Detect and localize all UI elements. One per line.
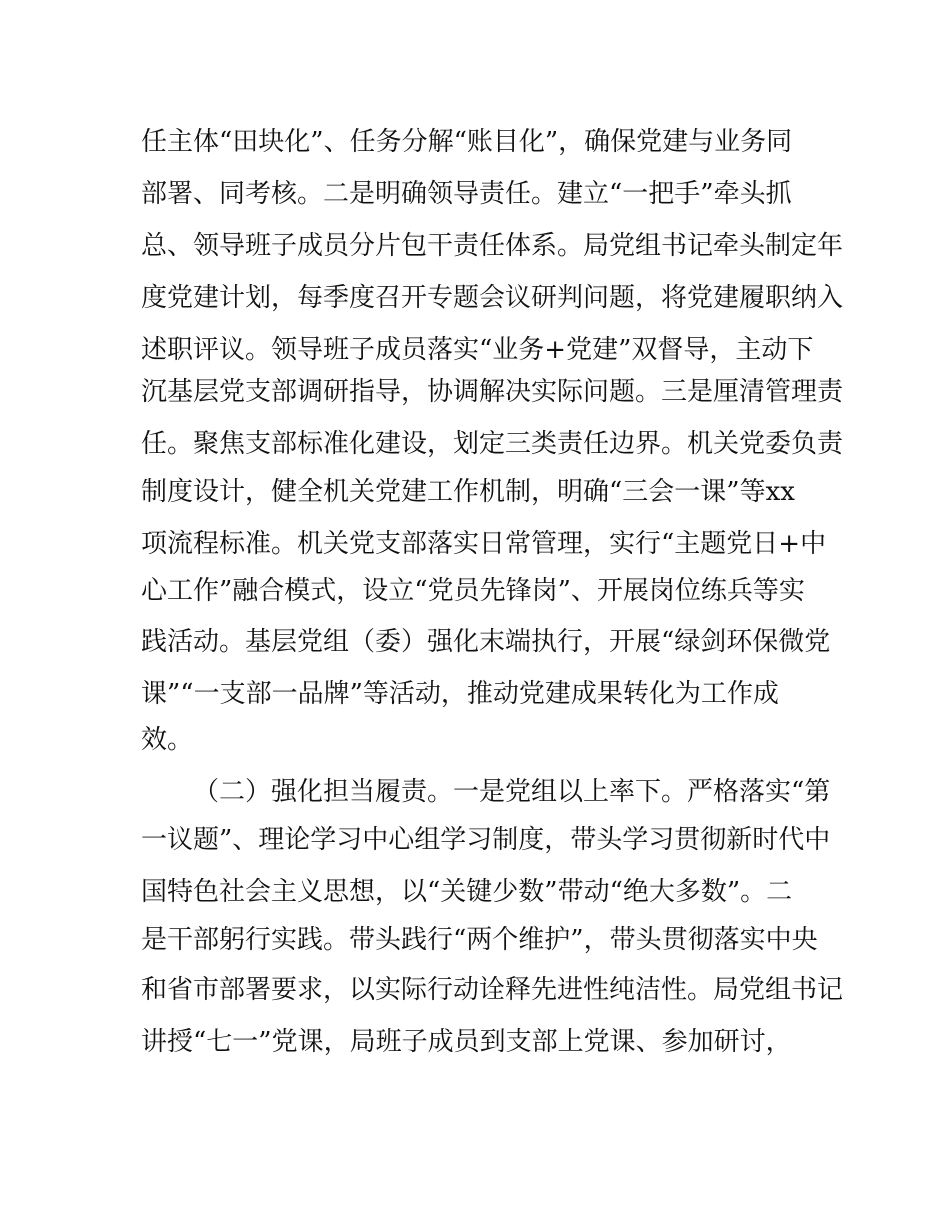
paragraph-line: 践活动。基层党组（委）强化末端执行，开展“绿剑环保微党 (141, 627, 831, 657)
paragraph-line: 一议题”、理论学习中心组学习制度，带头学习贯彻新时代中 (141, 825, 831, 855)
paragraph-line: 课”“一支部一品牌”等活动，推动党建成果转化为工作成 (141, 679, 779, 709)
paragraph-line: 任。聚焦支部标准化建设，划定三类责任边界。机关党委负责 (141, 429, 844, 459)
paragraph-line: 部署、同考核。二是明确领导责任。建立“一把手”牵头抓 (141, 179, 792, 209)
paragraph-line: 总、领导班子成员分片包干责任体系。局党组书记牵头制定年 (141, 231, 844, 261)
paragraph-line: 国特色社会主义思想，以“关键少数”带动“绝大多数”。二 (141, 877, 793, 907)
paragraph-line: 制度设计，健全机关党建工作机制，明确“三会一课”等xx (141, 477, 795, 507)
paragraph-line: 度党建计划，每季度召开专题会议研判问题，将党建履职纳入 (141, 283, 844, 313)
paragraph-line: 述职评议。领导班子成员落实“业务+党建”双督导，主动下 (141, 335, 814, 365)
paragraph-line: 效。 (141, 725, 194, 755)
paragraph-line: 和省市部署要求，以实际行动诠释先进性纯洁性。局党组书记 (141, 975, 844, 1005)
paragraph-line: 心工作”融合模式，设立“党员先锋岗”、开展岗位练兵等实 (141, 576, 805, 606)
paragraph-line: 讲授“七一”党课，局班子成员到支部上党课、参加研讨， (141, 1027, 792, 1057)
paragraph-line: 是干部躬行实践。带头践行“两个维护”，带头贯彻落实中央 (141, 925, 818, 955)
paragraph-line: （二）强化担当履责。一是党组以上率下。严格落实“第 (193, 777, 831, 807)
paragraph-line: 沉基层党支部调研指导，协调解决实际问题。三是厘清管理责 (141, 377, 844, 407)
paragraph-line: 任主体“田块化”、任务分解“账目化”，确保党建与业务同 (141, 127, 793, 157)
paragraph-line: 项流程标准。机关党支部落实日常管理，实行“主题党日+中 (141, 529, 827, 559)
